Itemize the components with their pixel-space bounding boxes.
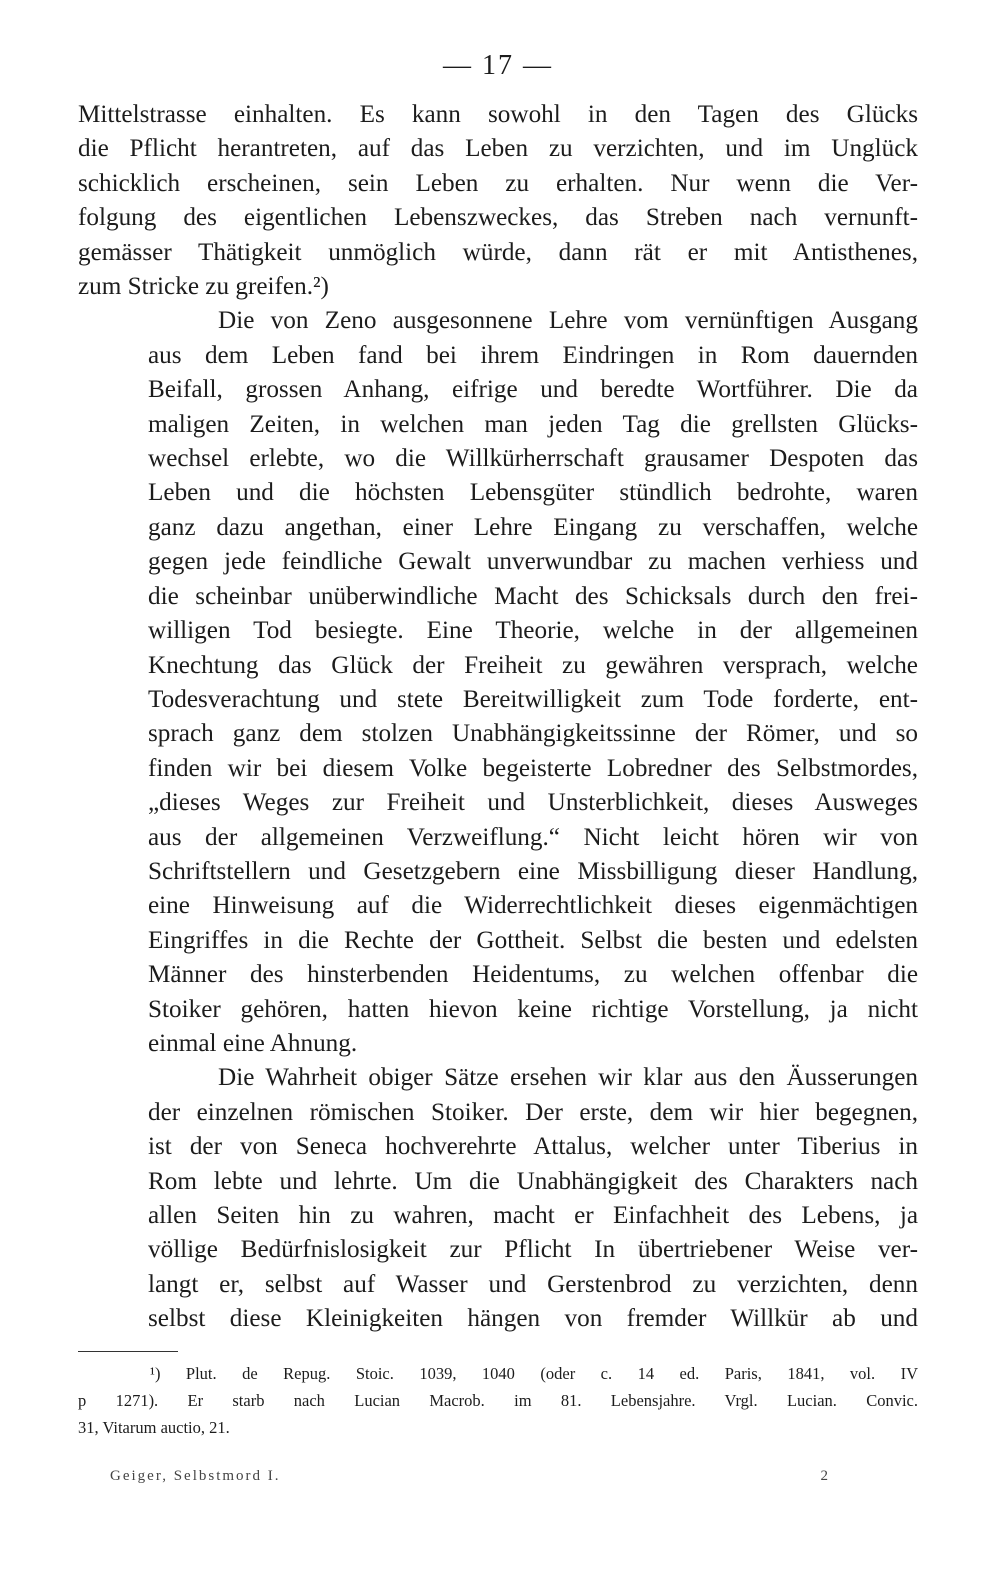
text-line: langt er, selbst auf Wasser und Gerstenbrod zu verzichten, denn xyxy=(148,1270,918,1298)
paragraph xyxy=(78,98,918,304)
text-line: folgung des eigentlichen Lebenszweckes, das Streben nach vernunft- xyxy=(78,204,918,232)
text-line: Beifall, grossen Anhang, eifrige und beredte Wortführer. Die da xyxy=(148,376,918,404)
text-line: Die von Zeno ausgesonnene Lehre vom vernünftigen Ausgang xyxy=(218,307,918,335)
printer-signature xyxy=(110,1468,830,1485)
text-line: aus der allgemeinen Verzweiflung.“ Nicht leicht hören wir von xyxy=(148,823,918,851)
footnote-line: 31, Vitarum auctio, 21. xyxy=(78,1417,230,1437)
text-line: willigen Tod besiegte. Eine Theorie, welche in der allgemeinen xyxy=(148,617,918,645)
text-line: Rom lebte und lehrte. Um die Unabhängigkeit des Charakters nach xyxy=(148,1167,918,1195)
text-line: ist der von Seneca hochverehrte Attalus, welcher unter Tiberius in xyxy=(148,1133,918,1161)
text-line: Schriftstellern und Gesetzgebern eine Missbilligung dieser Handlung, xyxy=(148,857,918,885)
paragraph xyxy=(78,1061,918,1336)
footnotes xyxy=(78,1360,918,1441)
text-line: Stoiker gehören, hatten hievon keine richtige Vorstellung, ja nicht xyxy=(148,995,918,1023)
text-line: aus dem Leben fand bei ihrem Eindringen in Rom dauernden xyxy=(148,341,918,369)
footnote-line: ¹) Plut. de Repug. Stoic. 1039, 1040 (oder c. 14 ed. Paris, 1841, vol. IV xyxy=(150,1363,918,1383)
text-line: wechsel erlebte, wo die Willkürherrschaft grausamer Despoten das xyxy=(148,445,918,473)
text-line: eine Hinweisung auf die Widerrechtlichkeit dieses eigenmächtigen xyxy=(148,892,918,920)
text-line: die scheinbar unüberwindliche Macht des Schicksals durch den frei- xyxy=(148,582,918,610)
text-line: gegen jede feindliche Gewalt unverwundbar zu machen verhiess und xyxy=(148,548,918,576)
text-line: Männer des hinsterbenden Heidentums, zu welchen offenbar die xyxy=(148,961,918,989)
text-line: Leben und die höchsten Lebensgüter stündlich bedrohte, waren xyxy=(148,479,918,507)
text-line: völlige Bedürfnislosigkeit zur Pflicht In übertriebener Weise ver- xyxy=(148,1236,918,1264)
text-line: allen Seiten hin zu wahren, macht er Einfachheit des Lebens, ja xyxy=(148,1202,918,1229)
text-line: zum Stricke zu greifen.²) xyxy=(78,273,329,301)
signature-mark: Geiger, Selbstmord I. xyxy=(110,1468,281,1484)
text-line: der einzelnen römischen Stoiker. Der erste, dem wir hier begegnen, xyxy=(148,1098,918,1126)
footnote-line: p 1271). Er starb nach Lucian Macrob. im 81. Lebensjahre. Vrgl. Lucian. Convic. xyxy=(78,1390,918,1410)
text-line: schicklich erscheinen, sein Leben zu erhalten. Nur wenn die Ver- xyxy=(78,169,918,197)
text-line: sprach ganz dem stolzen Unabhängigkeitssinne der Römer, und so xyxy=(148,720,918,748)
sheet-number: 2 xyxy=(820,1468,830,1484)
text-line: Todesverachtung und stete Bereitwilligkeit zum Tode forderte, ent- xyxy=(148,685,918,713)
text-line: ganz dazu angethan, einer Lehre Eingang zu verschaffen, welche xyxy=(148,513,918,541)
body-text xyxy=(78,98,918,1337)
text-line: maligen Zeiten, in welchen man jeden Tag die grellsten Glücks- xyxy=(148,410,918,438)
text-line: Die Wahrheit obiger Sätze ersehen wir klar aus den Äusserungen xyxy=(218,1064,918,1092)
page xyxy=(78,44,918,1441)
text-line: Mittelstrasse einhalten. Es kann sowohl in den Tagen des Glücks xyxy=(78,101,918,128)
text-line: gemässer Thätigkeit unmöglich würde, dann rät er mit Antisthenes, xyxy=(78,238,918,266)
text-line: „dieses Weges zur Freiheit und Unsterblichkeit, dieses Ausweges xyxy=(148,789,918,817)
text-line: selbst diese Kleinigkeiten hängen von fremder Willkür ab und xyxy=(148,1305,918,1333)
text-line: finden wir bei diesem Volke begeisterte Lobredner des Selbstmordes, xyxy=(148,754,918,782)
text-line: Knechtung das Glück der Freiheit zu gewähren versprach, welche xyxy=(148,651,918,679)
footnote-divider xyxy=(78,1351,178,1352)
text-line: Eingriffes in die Rechte der Gottheit. Selbst die besten und edelsten xyxy=(148,926,918,954)
text-line: einmal eine Ahnung. xyxy=(148,1029,358,1057)
text-line: die Pflicht herantreten, auf das Leben zu verzichten, und im Unglück xyxy=(78,135,918,163)
page-number: — 17 — xyxy=(443,50,553,81)
paragraph xyxy=(78,304,918,1061)
